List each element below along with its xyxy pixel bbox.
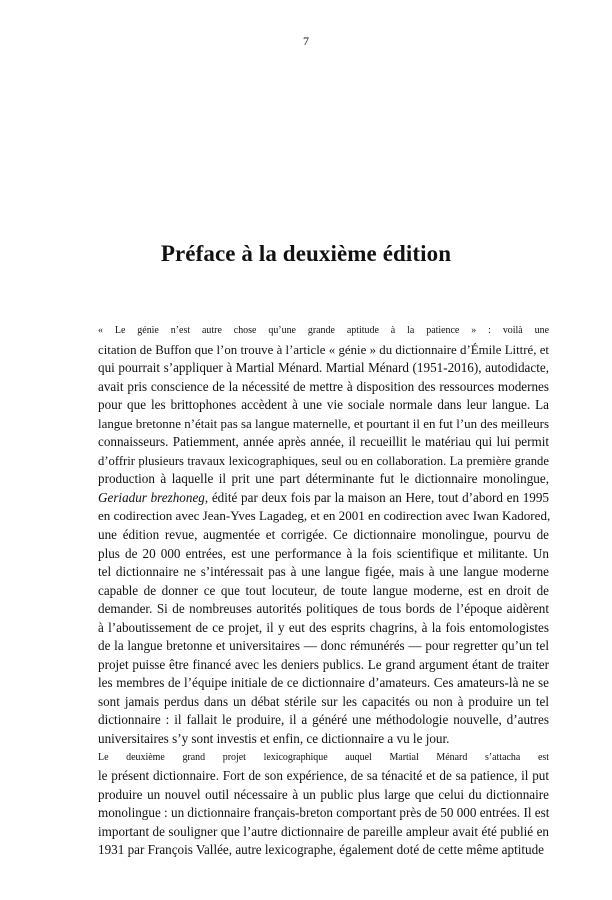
text-line: demander. Si de nombreuses autorités politiques de tous bords de l’époque aidèrent <box>98 601 549 617</box>
text-line: tel dictionnaire ne s’intéressait pas à une langue figée, mais à une langue moderne <box>98 564 549 580</box>
text-line: de la langue bretonne et universitaires — donc rémunérés — pour regretter qu’un tel <box>98 638 549 654</box>
text-line: une édition revue, augmentée et corrigée. Ce dictionnaire monolingue, pourvu de <box>98 527 549 543</box>
text-line: qui pourrait s’appliquer à Martial Ménard. Martial Ménard (1951-2016), autodidacte, <box>98 360 549 376</box>
text-line-rest: , édité par deux fois par la maison an Here, tout d’abord en 1995 <box>204 489 550 505</box>
text-line: 1931 par François Vallée, autre lexicographe, également doté de cette même aptitude <box>98 842 544 858</box>
text-line: avait pris conscience de la nécessité de mettre à disposition des ressources modernes <box>98 378 549 394</box>
page-number: 7 <box>303 34 309 48</box>
text-line: dictionnaire : il fallait le produire, il a généré une méthodologie nouvelle, d’autres <box>98 712 549 728</box>
text-line: universitaires s’y sont investis et enfin, ce dictionnaire a vu le jour. <box>98 731 450 747</box>
text-line: « Le génie n’est autre chose qu’une grande aptitude à la patience » : voilà une <box>98 325 549 336</box>
text-line: connaisseurs. Patiemment, année après année, il recueillit le matériau qui lui permit <box>98 434 549 450</box>
text-line: monolingue : un dictionnaire français-breton comportant près de 50 000 entrées. Il est <box>98 805 550 821</box>
text-line: langue bretonne n’était pas sa langue maternelle, et pourtant il en fut l’un des meilleurs <box>98 415 549 431</box>
text-line: les membres de l’équipe initiale de ce dictionnaire d’amateurs. Ces amateurs-là ne se <box>98 675 549 691</box>
text-line: produire un nouvel outil nécessaire à un public plus large que celui du dictionnaire <box>98 786 549 802</box>
text-line: à l’aboutissement de ce projet, il y eut des esprits chagrins, à la fois entomologistes <box>98 619 549 635</box>
text-line: pour que les brittophones accèdent à une vie sociale normale dans leur langue. La <box>98 397 549 413</box>
text-line: projet puisse être financé avec les deniers publics. Le grand argument étant de traiter <box>98 656 549 672</box>
text-line: d’offrir plusieurs travaux lexicographiques, seul ou en collaboration. La première grande <box>98 453 549 468</box>
text-line: sont jamais perdus dans un débat stérile sur les capacités ou non à produire un tel <box>98 693 549 709</box>
paragraph <box>65 322 549 749</box>
text-line: Le deuxième grand projet lexicographique auquel Martial Ménard s’attacha est <box>98 751 549 763</box>
chapter-title: Préface à la deuxième édition <box>160 241 452 266</box>
text-line: le présent dictionnaire. Fort de son expérience, de sa ténacité et de sa patience, il put <box>98 768 549 784</box>
body-text <box>65 322 549 860</box>
text-line <box>65 489 549 508</box>
paragraph <box>65 749 549 860</box>
text-line: important de souligner que l’autre dictionnaire de pareille ampleur avait été publié en <box>98 823 549 839</box>
text-line: en codirection avec Jean-Yves Lagadeg, et en 2001 en codirection avec Iwan Kadored, <box>98 508 551 524</box>
text-line: production à laquelle il prit une part déterminante fut le dictionnaire monolingue, <box>98 471 549 487</box>
text-line: citation de Buffon que l’on trouve à l’article « génie » du dictionnaire d’Émile Littré, et <box>98 342 549 357</box>
book-title: Geriadur brezhoneg <box>98 489 205 505</box>
text-line: capable de donner ce que tout locuteur, de toute langue moderne, est en droit de <box>98 582 549 598</box>
text-line: plus de 20 000 entrées, est une performance à la fois scientifique et militante. Un <box>98 545 549 561</box>
